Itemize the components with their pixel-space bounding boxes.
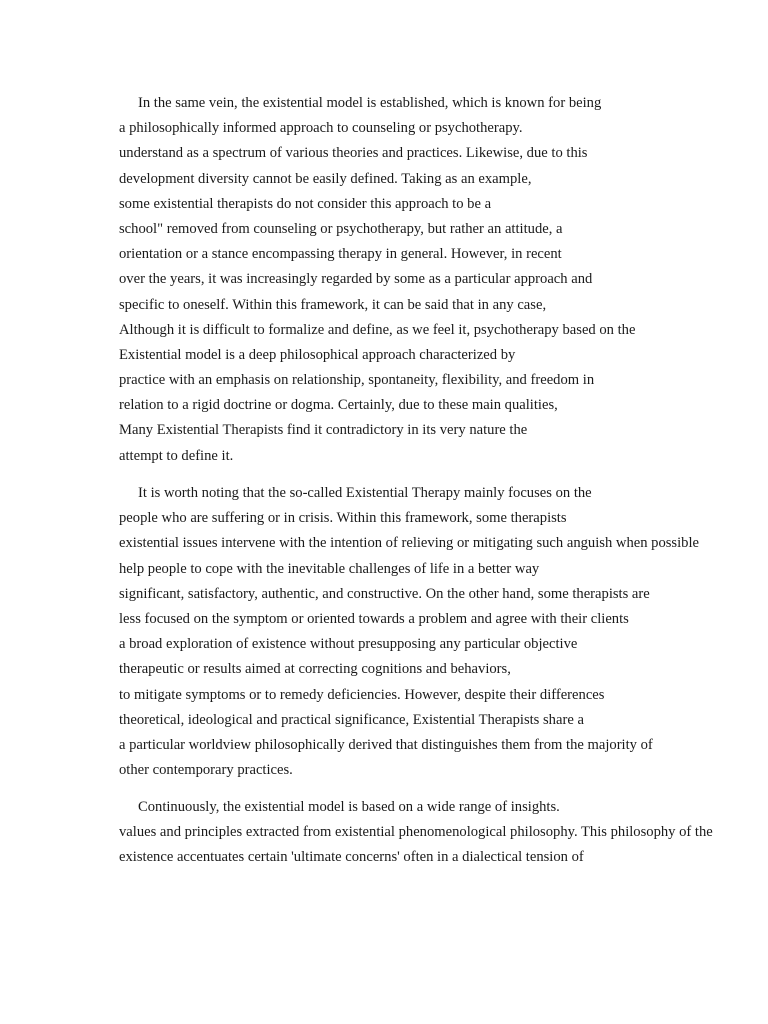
text-line: less focused on the symptom or oriented towards a problem and agree with their clients — [119, 610, 629, 627]
text-line: attempt to define it. — [119, 447, 234, 464]
text-line: Many Existential Therapists find it contradictory in its very nature the — [119, 422, 528, 439]
text-line: a philosophically informed approach to counseling or psychotherapy. — [119, 120, 523, 137]
text-line: therapeutic or results aimed at correcting cognitions and behaviors, — [119, 661, 511, 678]
paragraph-1 — [119, 91, 759, 469]
paragraph-2 — [119, 481, 759, 783]
text-line: theoretical, ideological and practical significance, Existential Therapists share a — [119, 711, 584, 728]
text-line: Although it is difficult to formalize and define, as we feel it, psychotherapy based on the — [119, 321, 636, 338]
text-line: practice with an emphasis on relationship, spontaneity, flexibility, and freedom in — [119, 372, 595, 389]
text-line: existential issues intervene with the intention of relieving or mitigating such anguish when possible — [119, 535, 699, 552]
text-line: a particular worldview philosophically derived that distinguishes them from the majority of — [119, 736, 653, 753]
text-line: some existential therapists do not consider this approach to be a — [119, 195, 492, 212]
text-line: values and principles extracted from existential phenomenological philosophy. This philosophy of the — [119, 824, 713, 841]
text-line: Existential model is a deep philosophical approach characterized by — [119, 346, 516, 363]
paragraph-3 — [119, 795, 759, 871]
text-line: over the years, it was increasingly regarded by some as a particular approach and — [119, 271, 593, 288]
text-line: development diversity cannot be easily defined. Taking as an example, — [119, 170, 532, 187]
text-line: significant, satisfactory, authentic, and constructive. On the other hand, some therapists are — [119, 585, 650, 602]
text-line: existence accentuates certain 'ultimate concerns' often in a dialectical tension of — [119, 849, 584, 866]
text-line: to mitigate symptoms or to remedy deficiencies. However, despite their differences — [119, 686, 605, 703]
text-line: understand as a spectrum of various theories and practices. Likewise, due to this — [119, 145, 588, 162]
text-line: a broad exploration of existence without presupposing any particular objective — [119, 636, 578, 653]
text-line: relation to a rigid doctrine or dogma. Certainly, due to these main qualities, — [119, 397, 558, 414]
text-line: school" removed from counseling or psychotherapy, but rather an attitude, a — [119, 220, 563, 237]
text-line: Continuously, the existential model is based on a wide range of insights. — [138, 799, 560, 815]
text-line: orientation or a stance encompassing therapy in general. However, in recent — [119, 246, 562, 263]
text-line: people who are suffering or in crisis. Within this framework, some therapists — [119, 510, 567, 527]
text-line: other contemporary practices. — [119, 762, 293, 779]
text-line: In the same vein, the existential model is established, which is known for being — [138, 95, 602, 111]
text-line: It is worth noting that the so-called Existential Therapy mainly focuses on the — [138, 485, 592, 501]
text-line: help people to cope with the inevitable challenges of life in a better way — [119, 560, 540, 577]
text-line: specific to oneself. Within this framework, it can be said that in any case, — [119, 296, 547, 313]
